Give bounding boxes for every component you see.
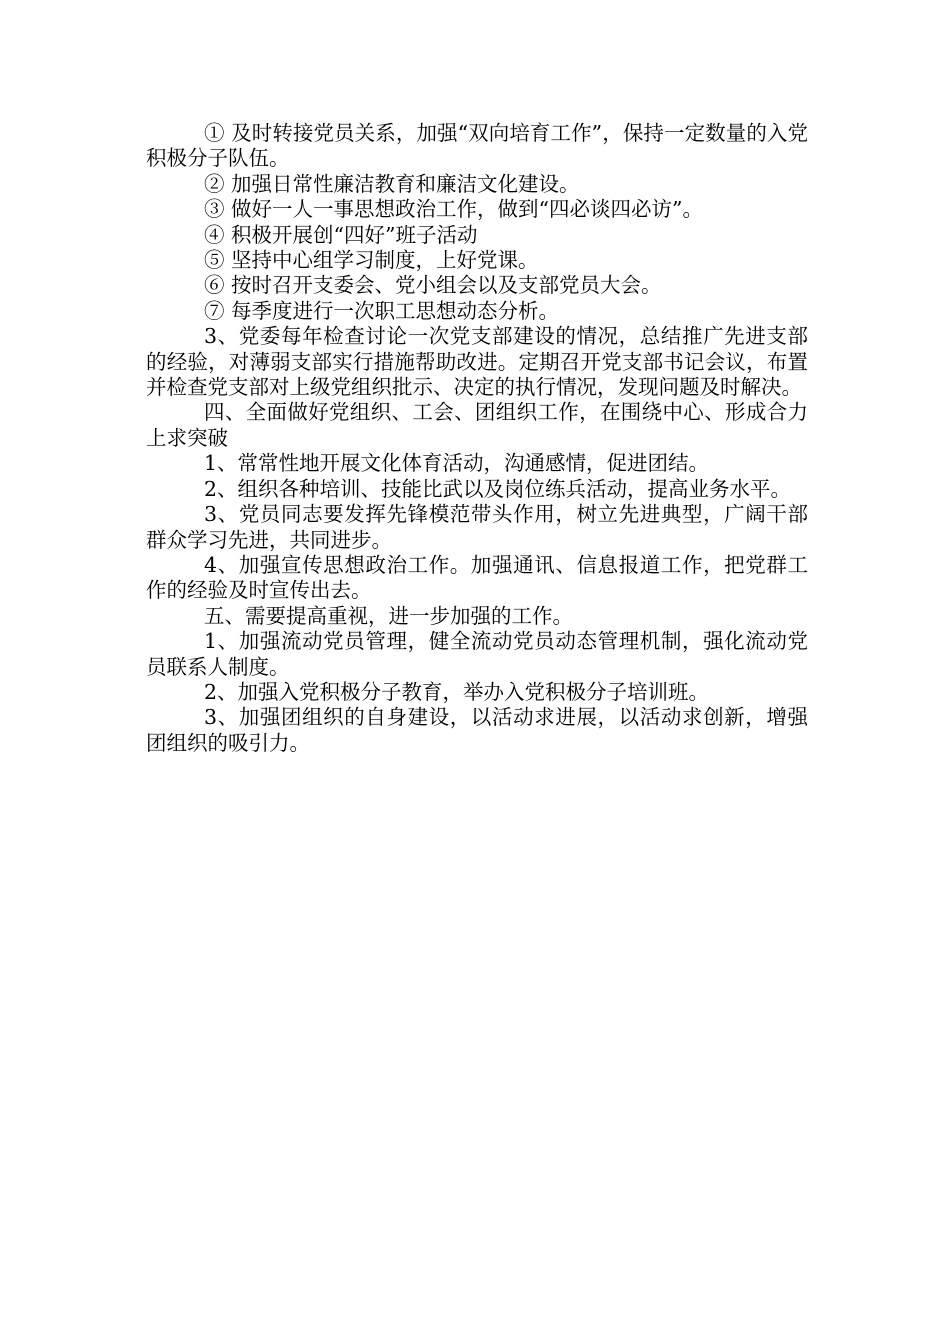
paragraph-item-5: ⑤ 坚持中心组学习制度，上好党课。 bbox=[204, 248, 539, 273]
paragraph-four-3: 3、党员同志要发挥先锋模范带头作用，树立先进典型，广阔干部群众学习先进，共同进步。 bbox=[146, 502, 808, 552]
section-heading-five: 五、需要提高重视，进一步加强的工作。 bbox=[204, 603, 573, 628]
paragraph-party-committee-review: 3、党委每年检查讨论一次党支部建设的情况，总结推广先进支部的经验，对薄弱支部实行措施帮助改进。定期召开党支部书记会议，布置并检查党支部对上级党组织批示、决定的执行情况，发现问题及时解决。 bbox=[146, 324, 808, 400]
paragraph-item-3: ③ 做好一人一事思想政治工作，做到“四必谈四必访”。 bbox=[204, 197, 703, 222]
paragraph-item-2: ② 加强日常性廉洁教育和廉洁文化建设。 bbox=[204, 171, 580, 196]
paragraph-five-3: 3、加强团组织的自身建设，以活动求进展，以活动求创新，增强团组织的吸引力。 bbox=[146, 705, 808, 755]
paragraph-item-1: ① 及时转接党员关系，加强“双向培育工作”，保持一定数量的入党积极分子队伍。 bbox=[146, 121, 808, 171]
paragraph-five-1: 1、加强流动党员管理，健全流动党员动态管理机制，强化流动党员联系人制度。 bbox=[146, 629, 808, 679]
paragraph-item-7: ⑦ 每季度进行一次职工思想动态分析。 bbox=[204, 298, 560, 323]
document-body bbox=[146, 121, 808, 756]
paragraph-item-4: ④ 积极开展创“四好”班子活动 bbox=[204, 222, 478, 247]
paragraph-five-2: 2、加强入党积极分子教育，举办入党积极分子培训班。 bbox=[204, 679, 710, 704]
section-heading-four: 四、全面做好党组织、工会、团组织工作，在围绕中心、形成合力上求突破 bbox=[146, 400, 808, 450]
paragraph-four-1: 1、常常性地开展文化体育活动，沟通感情，促进团结。 bbox=[204, 451, 710, 476]
paragraph-four-4: 4、加强宣传思想政治工作。加强通讯、信息报道工作，把党群工作的经验及时宣传出去。 bbox=[146, 552, 808, 603]
paragraph-four-2: 2、组织各种培训、技能比武以及岗位练兵活动，提高业务水平。 bbox=[204, 476, 792, 501]
paragraph-item-6: ⑥ 按时召开支委会、党小组会以及支部党员大会。 bbox=[204, 273, 662, 298]
